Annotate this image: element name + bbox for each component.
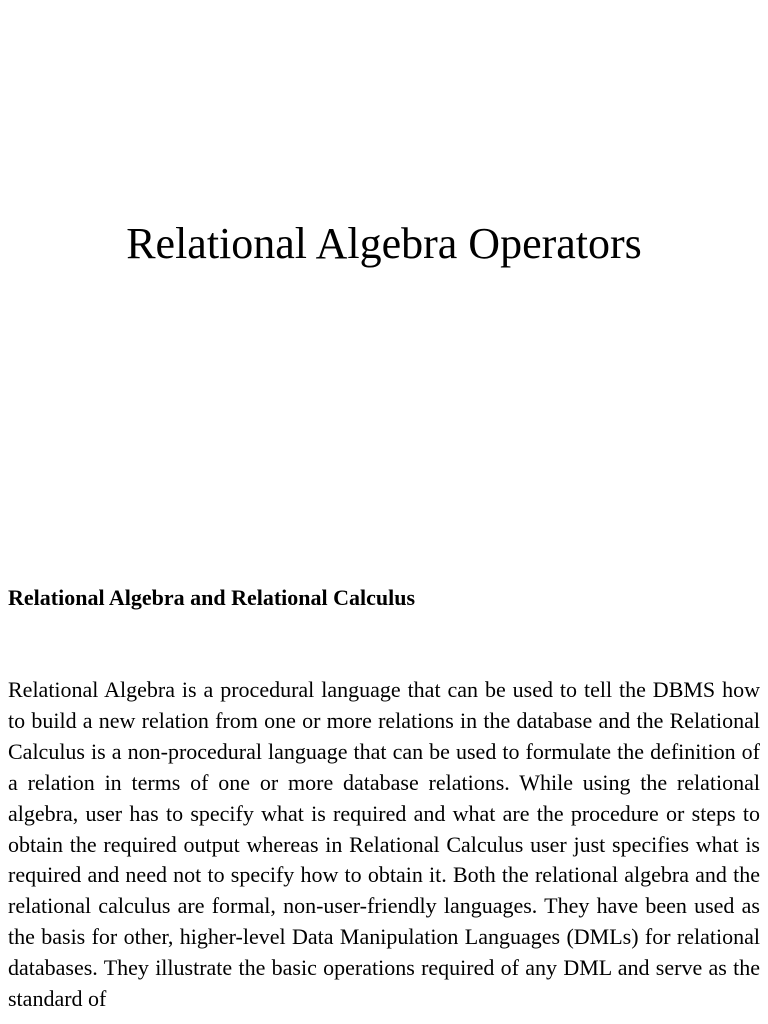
body-paragraph: Relational Algebra is a procedural language that can be used to tell the DBMS how to build a new relation from one or more relations in the database and the Relational Calculus is a non-procedural language that can be used to formulate the definition of a relation in terms of one or more database relations. While using the relational algebra, user has to specify what is required and what are the procedure or steps to obtain the required output whereas in Relational Calculus user just specifies what is required and need not to specify how to obtain it. Both the relational algebra and the relational calculus are formal, non-user-friendly languages. They have been used as the basis for other, higher-level Data Manipulation Languages (DMLs) for relational databases. They illustrate the basic operations required of any DML and serve as the standard of [8,677,760,1012]
section-heading: Relational Algebra and Relational Calculus [8,585,416,610]
page-title: Relational Algebra Operators [126,219,642,268]
